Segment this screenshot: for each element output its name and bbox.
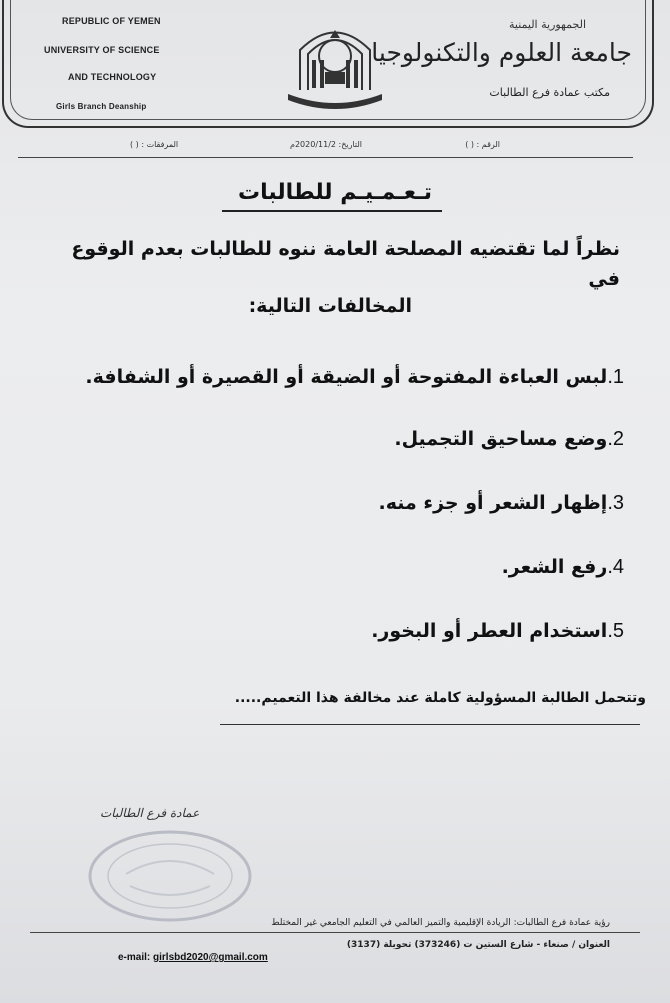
notice-title: تـعـمـيـم للطالبات	[238, 180, 432, 205]
footer-address: العنوان / صنعاء - شارع الستين ت (373246) تحويلة (3137)	[346, 940, 610, 950]
intro-line-1: نظراً لما تقتضيه المصلحة العامة ننوه للطالبات بعدم الوقوع في	[71, 238, 620, 290]
list-item	[371, 620, 624, 643]
list-item	[502, 556, 624, 579]
intro-line-2: المخالفات التالية:	[248, 295, 412, 317]
item-text: إظهار الشعر أو جزء منه.	[378, 492, 608, 514]
footer-vision: رؤية عمادة فرع الطالبات: الريادة الإقليمية والتميز العالمي في التعليم الجامعي غير المختلط	[271, 918, 610, 928]
ar-university: جامعة العلوم والتكنولوجيا	[371, 38, 632, 67]
en-university-line2: AND TECHNOLOGY	[68, 72, 157, 82]
en-office: Girls Branch Deanship	[56, 102, 147, 111]
ar-country: الجمهورية اليمنية	[508, 18, 586, 31]
en-university-line1: UNIVERSITY OF SCIENCE	[44, 45, 160, 55]
email-address[interactable]: girlsbd2020@gmail.com	[153, 952, 268, 963]
signature-text: عمادة فرع الطالبات	[100, 806, 200, 820]
item-number: 2.	[607, 428, 624, 450]
list-item	[85, 366, 624, 389]
item-number: 1.	[607, 366, 624, 388]
title-underline	[222, 210, 442, 212]
email-label: e-mail:	[118, 952, 151, 963]
item-number: 4.	[607, 556, 624, 578]
item-text: وضع مساحيق التجميل.	[394, 428, 608, 450]
date-field: التاريخ: 2020/11/2م	[290, 140, 362, 149]
list-item	[378, 492, 624, 515]
university-emblem-icon	[280, 20, 390, 112]
item-text: استخدام العطر أو البخور.	[371, 620, 608, 642]
attachments-field: المرفقات : ( )	[130, 140, 179, 149]
ref-field: الرقم : ( )	[465, 140, 500, 149]
footer-email	[118, 952, 268, 963]
official-stamp-icon	[86, 828, 254, 924]
item-text: لبس العباءة المفتوحة أو الضيقة أو القصيرة أو الشفافة.	[85, 366, 608, 388]
item-number: 3.	[607, 492, 624, 514]
footer-divider	[30, 932, 640, 933]
closing-statement: وتتحمل الطالبة المسؤولية كاملة عند مخالفة هذا التعميم.....	[234, 690, 646, 706]
item-text: رفع الشعر.	[501, 556, 608, 578]
list-item	[394, 428, 624, 451]
ar-office: مكتب عمادة فرع الطالبات	[489, 86, 610, 99]
meta-divider	[18, 157, 633, 158]
closing-underline	[220, 724, 640, 725]
en-country: REPUBLIC OF YEMEN	[62, 16, 161, 26]
item-number: 5.	[607, 620, 624, 642]
